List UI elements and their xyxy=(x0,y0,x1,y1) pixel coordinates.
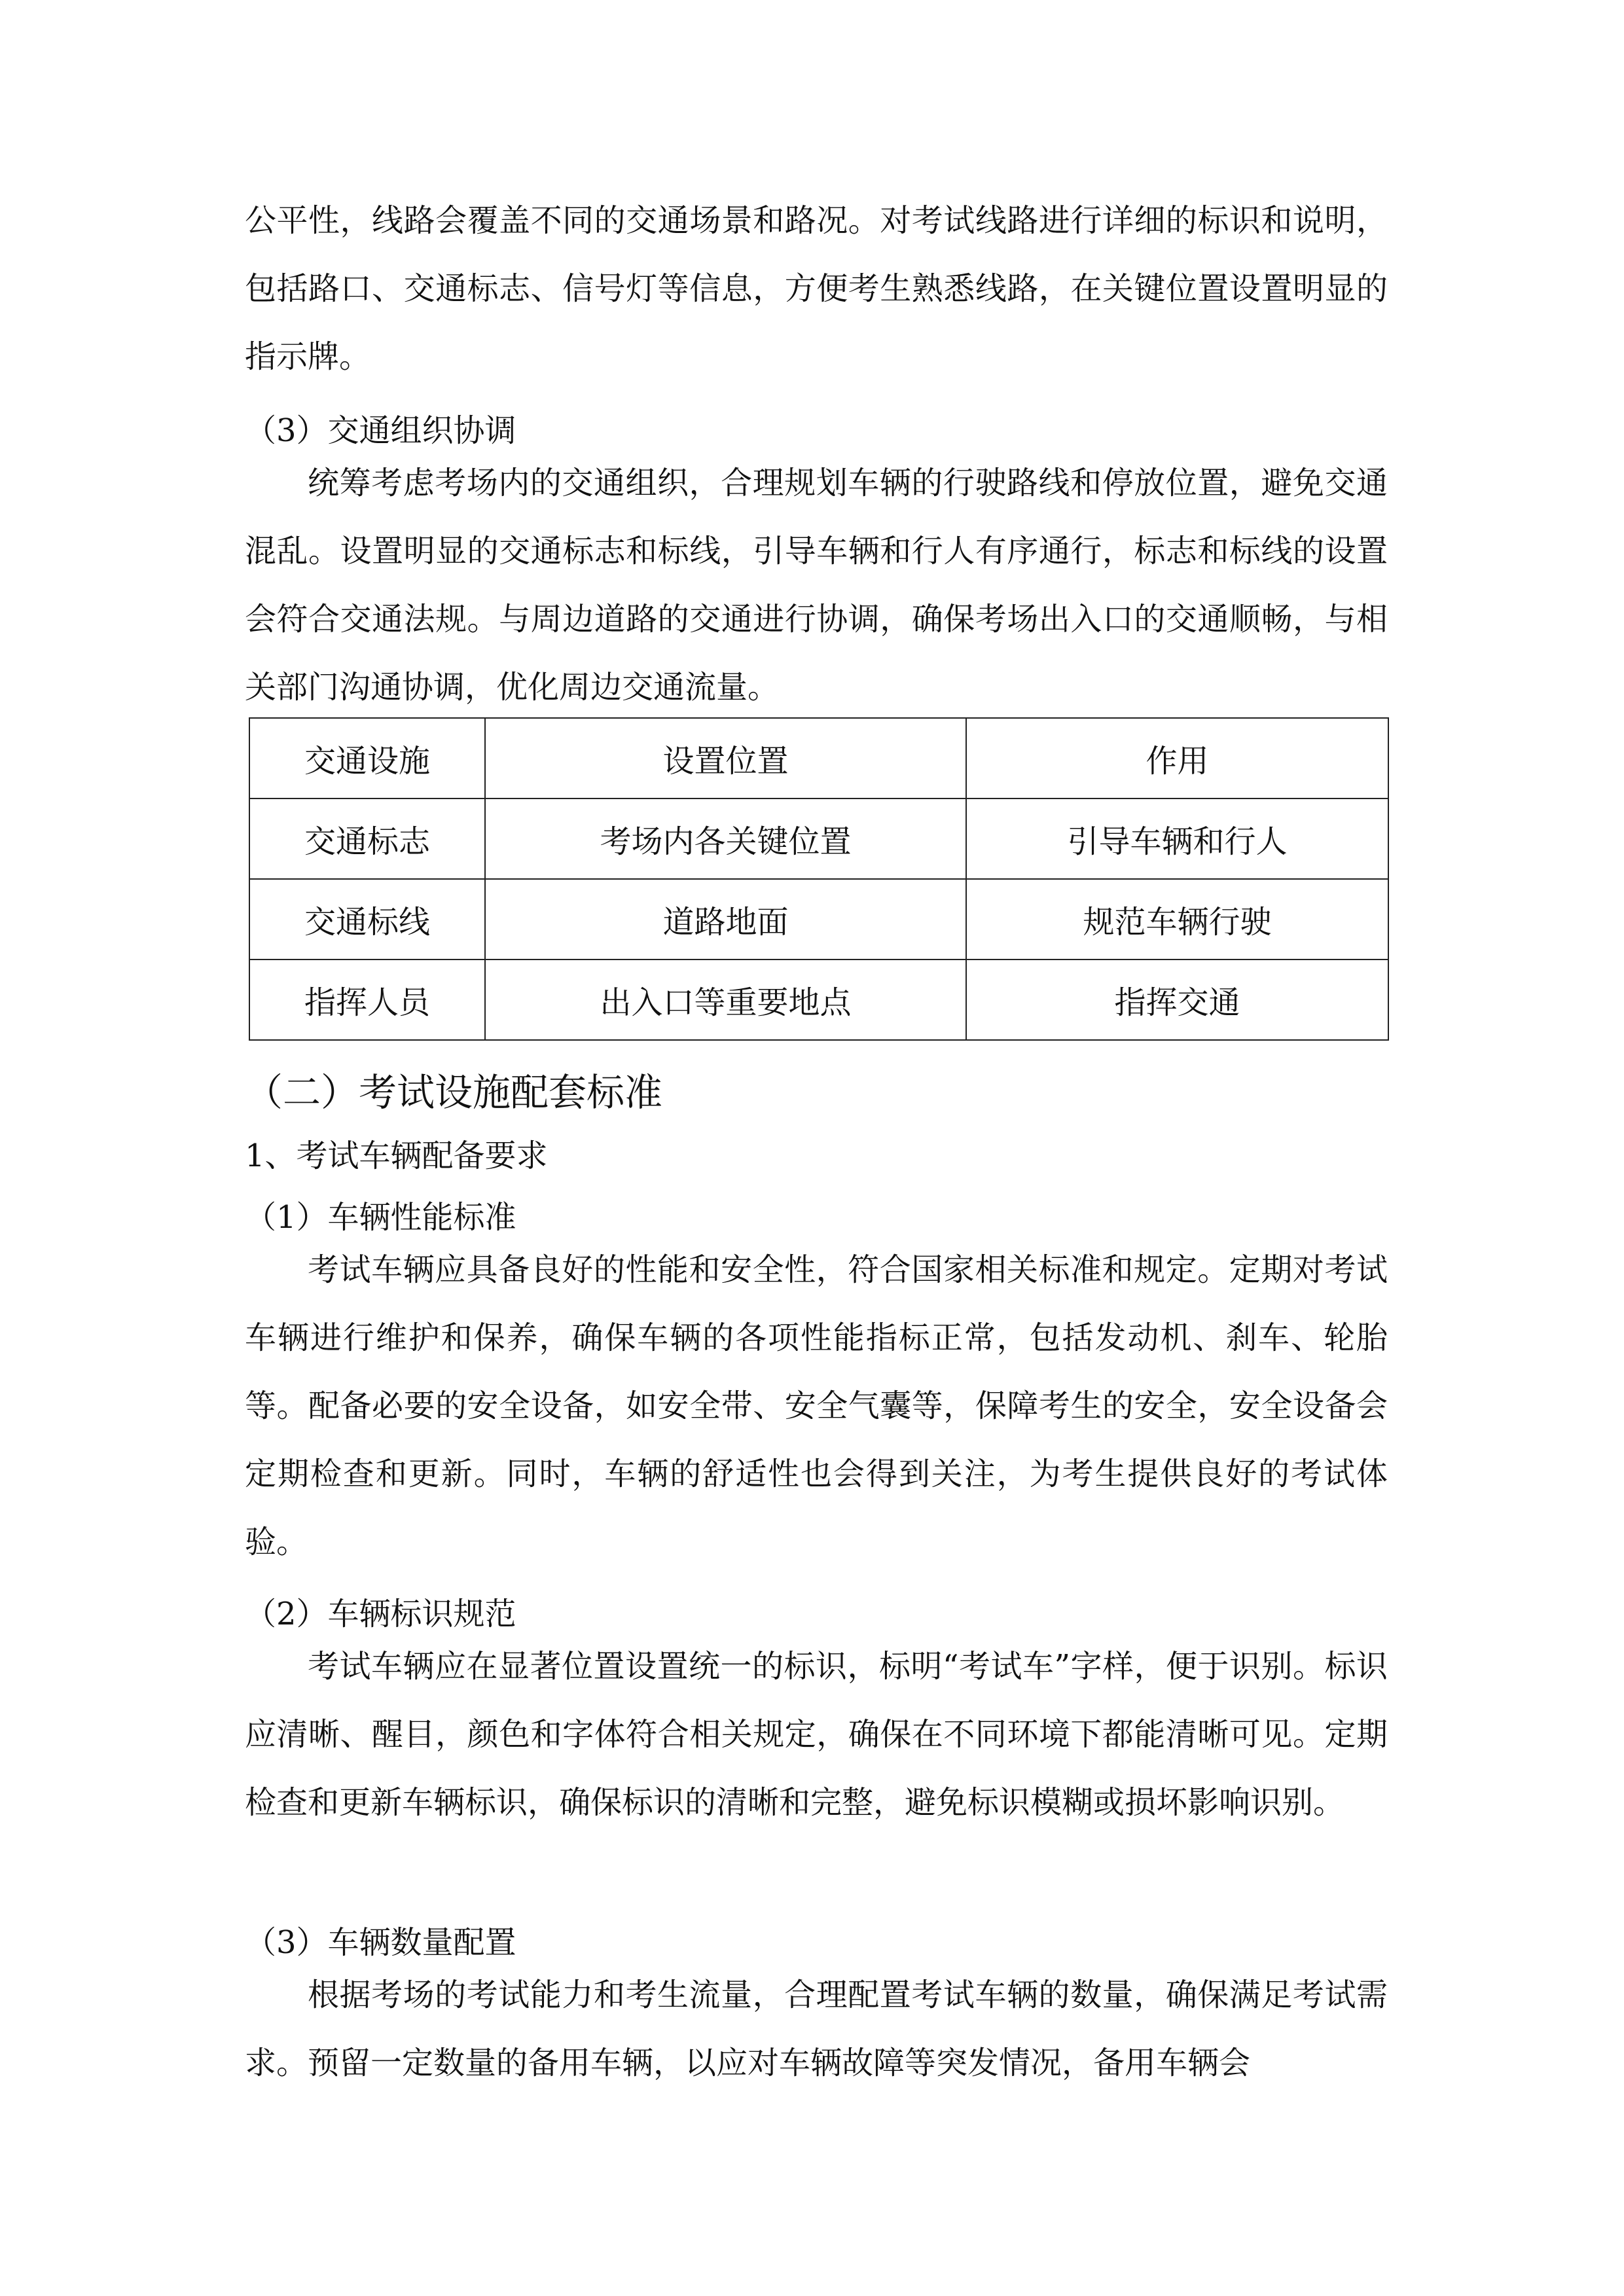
table-cell: 考场内各关键位置 xyxy=(485,798,966,879)
table-cell: 交通标志 xyxy=(249,798,485,879)
table-header-cell: 交通设施 xyxy=(249,718,485,798)
traffic-facilities-table xyxy=(249,717,1389,1041)
table-row xyxy=(249,960,1388,1040)
table-row xyxy=(249,879,1388,960)
paragraph-traffic-organization: 统筹考虑考场内的交通组织，合理规划车辆的行驶路线和停放位置，避免交通混乱。设置明显的交通标志和标线，引导车辆和行人有序通行，标志和标线的设置会符合交通法规。与周边道路的交通进行协调，确保考场出入口的交通顺畅，与相关部门沟通协调，优化周边交通流量。 xyxy=(245,465,1388,706)
table-cell: 道路地面 xyxy=(485,879,966,960)
table-header-row xyxy=(249,718,1388,798)
paragraph-vehicle-marking: 考试车辆应在显著位置设置统一的标识，标明“考试车”字样，便于识别。标识应清晰、醒目，颜色和字体符合相关规定，确保在不同环境下都能清晰可见。定期检查和更新车辆标识，确保标识的清晰和完整，避免标识模糊或损坏影响识别。 xyxy=(245,1648,1388,1821)
table-row xyxy=(249,798,1388,879)
table-cell: 引导车辆和行人 xyxy=(966,798,1388,879)
paragraph-vehicle-performance: 考试车辆应具备良好的性能和安全性，符合国家相关标准和规定。定期对考试车辆进行维护和保养，确保车辆的各项性能指标正常，包括发动机、刹车、轮胎等。配备必要的安全设备，如安全带、安全气囊等，保障考生的安全，安全设备会定期检查和更新。同时，车辆的舒适性也会得到关注，为考生提供良好的考试体验。 xyxy=(245,1251,1388,1560)
heading-vehicle-requirements: 1、考试车辆配备要求 xyxy=(245,1138,548,1174)
section-heading-facilities: （二）考试设施配套标准 xyxy=(245,1070,663,1115)
table-cell: 指挥人员 xyxy=(249,960,485,1040)
table-cell: 交通标线 xyxy=(249,879,485,960)
table-cell: 出入口等重要地点 xyxy=(485,960,966,1040)
paragraph-vehicle-count: 根据考场的考试能力和考生流量，合理配置考试车辆的数量，确保满足考试需求。预留一定数量的备用车辆，以应对车辆故障等突发情况，备用车辆会 xyxy=(245,1977,1388,2081)
subheading-vehicle-count: （3）车辆数量配置 xyxy=(245,1924,516,1961)
subheading-traffic-organization: （3）交通组织协调 xyxy=(245,412,516,449)
table-cell: 指挥交通 xyxy=(966,960,1388,1040)
paragraph-route-fairness: 公平性，线路会覆盖不同的交通场景和路况。对考试线路进行详细的标识和说明，包括路口、交通标志、信号灯等信息，方便考生熟悉线路，在关键位置设置明显的指示牌。 xyxy=(245,202,1388,375)
subheading-vehicle-marking: （2）车辆标识规范 xyxy=(245,1596,516,1632)
table-cell: 规范车辆行驶 xyxy=(966,879,1388,960)
subheading-vehicle-performance: （1）车辆性能标准 xyxy=(245,1199,516,1236)
table-header-cell: 设置位置 xyxy=(485,718,966,798)
table-header-cell: 作用 xyxy=(966,718,1388,798)
